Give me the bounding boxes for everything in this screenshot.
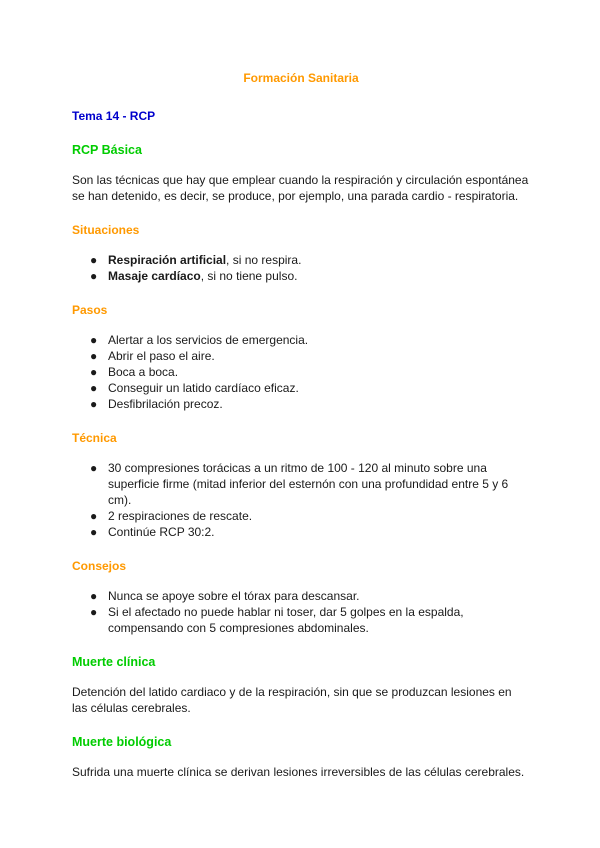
section-heading-situaciones: Situaciones (72, 223, 140, 237)
list-item-text: 2 respiraciones de rescate. (108, 509, 253, 523)
list-item (72, 460, 530, 508)
section-heading-pasos: Pasos (72, 303, 108, 317)
list-item-text: Abrir el paso el aire. (108, 349, 215, 363)
list-item-text: Conseguir un latido cardíaco eficaz. (108, 381, 299, 395)
list-item-text: Desfibrilación precoz. (108, 397, 223, 411)
list-item (72, 604, 530, 636)
list-item-bold: Masaje cardíaco (108, 269, 201, 283)
rcp-basica-text: Son las técnicas que hay que emplear cuando la respiración y circulación espontánea se han detenido, es decir, se produce, por ejemplo, una parada cardio - respiratoria. (72, 173, 529, 203)
list-item (72, 396, 530, 412)
bullet-icon: ● (90, 269, 98, 283)
list-item (72, 524, 530, 540)
list-item-text: Continúe RCP 30:2. (108, 525, 215, 539)
list-item-text: , si no respira. (226, 253, 302, 267)
section-heading-muerte-clinica: Muerte clínica (72, 655, 156, 669)
section-heading-rcp-basica: RCP Básica (72, 143, 142, 157)
section-heading-muerte-biologica: Muerte biológica (72, 735, 172, 749)
bullet-icon: ● (90, 253, 98, 267)
pasos-list (72, 332, 530, 412)
list-item (72, 508, 530, 524)
list-item-text: 30 compresiones torácicas a un ritmo de 100 - 120 al minuto sobre una superficie firme (mitad inferior del esternón con una profundidad entre 5 y 6 cm). (108, 461, 509, 507)
bullet-icon: ● (90, 461, 98, 475)
list-item-text: Nunca se apoye sobre el tórax para descansar. (108, 589, 360, 603)
bullet-icon: ● (90, 605, 98, 619)
list-item-text: Boca a boca. (108, 365, 179, 379)
bullet-icon: ● (90, 397, 98, 411)
bullet-icon: ● (90, 509, 98, 523)
list-item-text: , si no tiene pulso. (200, 269, 298, 283)
list-item (72, 332, 530, 348)
bullet-icon: ● (90, 365, 98, 379)
list-item-text: Si el afectado no puede hablar ni toser, dar 5 golpes en la espalda, compensando con 5 compresiones abdominales. (108, 605, 464, 635)
muerte-biologica-text: Sufrida una muerte clínica se derivan lesiones irreversibles de las células cerebrales. (72, 765, 525, 779)
bullet-icon: ● (90, 381, 98, 395)
list-item-text: Alertar a los servicios de emergencia. (108, 333, 309, 347)
list-item (72, 348, 530, 364)
list-item (72, 380, 530, 396)
document-title: Formación Sanitaria (243, 71, 359, 85)
consejos-list (72, 588, 530, 636)
list-item-bold: Respiración artificial (108, 253, 227, 267)
list-item (72, 268, 530, 284)
bullet-icon: ● (90, 349, 98, 363)
muerte-clinica-text: Detención del latido cardiaco y de la respiración, sin que se produzcan lesiones en las células cerebrales. (72, 685, 512, 715)
list-item (72, 252, 530, 268)
list-item (72, 364, 530, 380)
list-item (72, 588, 530, 604)
tecnica-list (72, 460, 530, 540)
bullet-icon: ● (90, 589, 98, 603)
section-heading-tecnica: Técnica (72, 431, 117, 445)
situaciones-list (72, 252, 530, 284)
bullet-icon: ● (90, 333, 98, 347)
bullet-icon: ● (90, 525, 98, 539)
topic-heading: Tema 14 - RCP (72, 109, 156, 123)
section-heading-consejos: Consejos (72, 559, 127, 573)
